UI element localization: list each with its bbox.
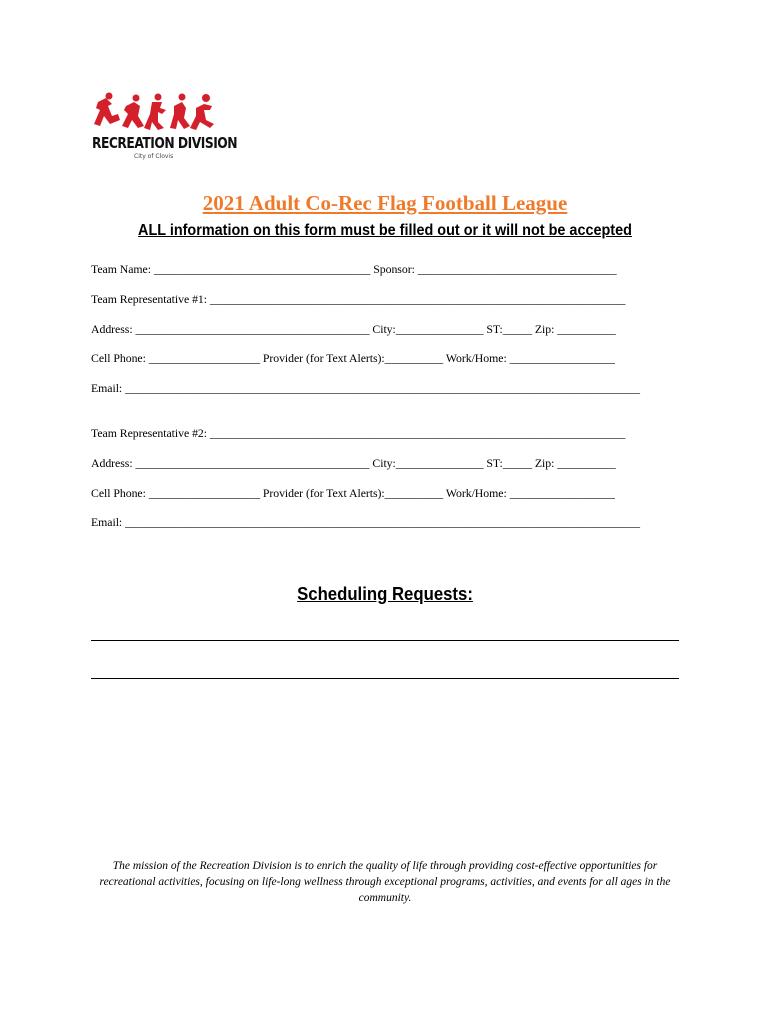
scheduling-request-line[interactable]	[91, 640, 679, 641]
rep1-email-field[interactable]: Email: ________________________________________________________________________________________	[91, 381, 640, 395]
recreation-division-logo	[92, 92, 238, 172]
rep2-address-field[interactable]: Address: ________________________________________ City:_______________ ST:_____ Zip: __________	[91, 456, 616, 470]
team-name-sponsor-field[interactable]: Team Name: _____________________________________ Sponsor: __________________________________	[91, 262, 617, 276]
logo-subtext: City of Clovis	[134, 153, 174, 160]
rep1-address-field[interactable]: Address: ________________________________________ City:_______________ ST:_____ Zip: __________	[91, 322, 616, 336]
athletes-logo-icon	[92, 92, 222, 134]
form-instruction: ALL information on this form must be filled out or it will not be accepted	[138, 222, 632, 239]
scheduling-request-line[interactable]	[91, 678, 679, 679]
rep1-phone-field[interactable]: Cell Phone: ___________________ Provider (for Text Alerts):__________ Work/Home: __________________	[91, 351, 615, 365]
rep2-email-field[interactable]: Email: ________________________________________________________________________________________	[91, 515, 640, 529]
page-title: 2021 Adult Co-Rec Flag Football League	[202, 191, 568, 215]
team-rep2-field[interactable]: Team Representative #2: _______________________________________________________________________	[91, 426, 626, 440]
team-rep1-field[interactable]: Team Representative #1: _______________________________________________________________________	[91, 292, 626, 306]
rep2-phone-field[interactable]: Cell Phone: ___________________ Provider (for Text Alerts):__________ Work/Home: __________________	[91, 486, 615, 500]
mission-statement: The mission of the Recreation Division is to enrich the quality of life through providing cost-effective opportunities for recreational activities, focusing on life-long wellness through exceptional programs, activities, and events for all ages in the community.	[99, 860, 671, 904]
logo-wordmark: RECREATION DIVISION	[92, 134, 238, 152]
scheduling-requests-heading: Scheduling Requests:	[297, 584, 473, 604]
